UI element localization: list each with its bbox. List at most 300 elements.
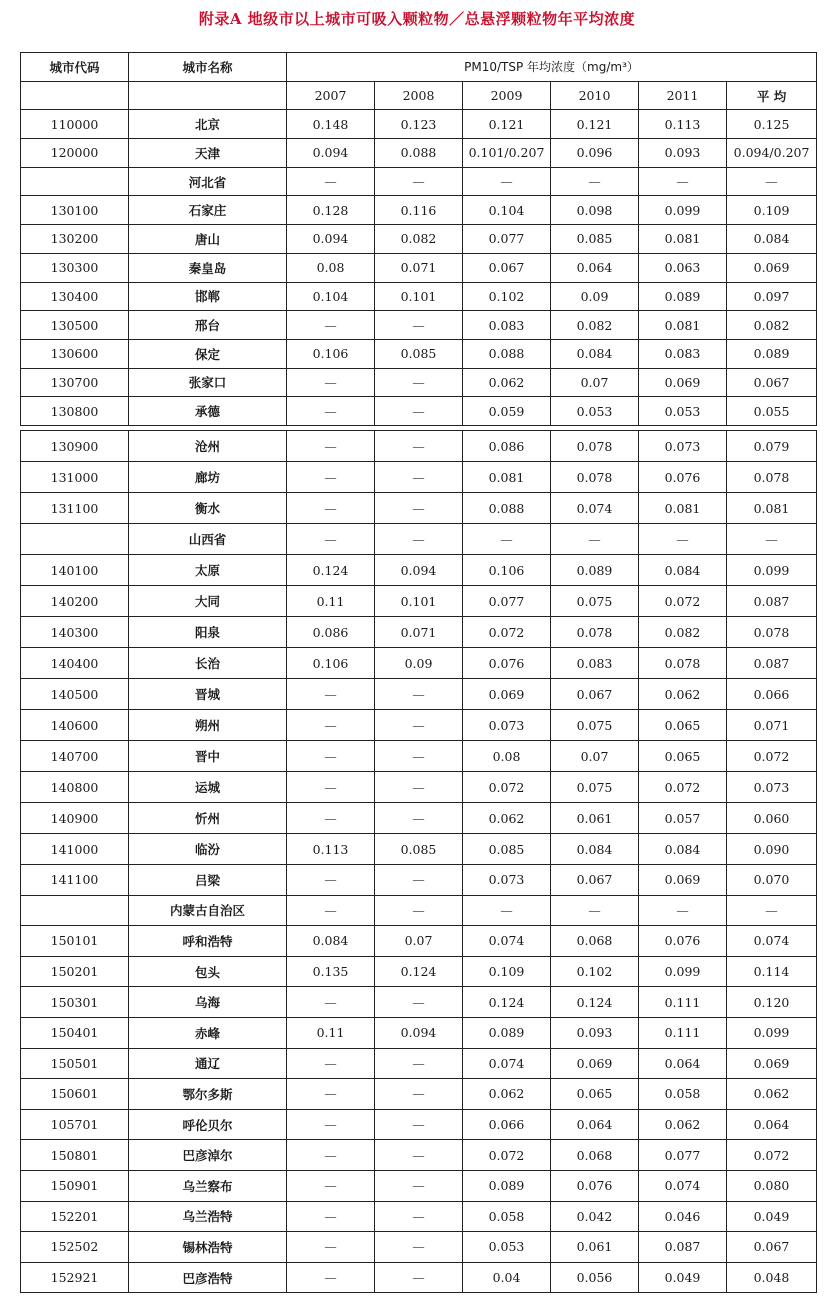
year-value: — bbox=[287, 1140, 375, 1171]
year-value: 0.075 bbox=[551, 586, 639, 617]
year-value: 0.069 bbox=[639, 865, 727, 896]
city-code: 150501 bbox=[21, 1048, 129, 1079]
city-name: 内蒙古自治区 bbox=[129, 895, 287, 926]
city-code: 140800 bbox=[21, 772, 129, 803]
table-row bbox=[21, 368, 817, 397]
city-name: 包头 bbox=[129, 956, 287, 987]
year-value: — bbox=[375, 741, 463, 772]
year-value: — bbox=[375, 1048, 463, 1079]
year-value: 0.106 bbox=[287, 339, 375, 368]
year-value: 0.07 bbox=[375, 926, 463, 957]
table-row bbox=[21, 311, 817, 340]
year-value: 0.104 bbox=[463, 196, 551, 225]
year-value: — bbox=[287, 895, 375, 926]
table-row bbox=[21, 462, 817, 493]
year-value: 0.059 bbox=[463, 397, 551, 426]
city-name: 山西省 bbox=[129, 524, 287, 555]
table-row bbox=[21, 679, 817, 710]
year-value: 0.082 bbox=[639, 617, 727, 648]
average-value: 0.066 bbox=[727, 679, 817, 710]
table-row bbox=[21, 1017, 817, 1048]
year-value: — bbox=[287, 1201, 375, 1232]
year-value: 0.086 bbox=[287, 617, 375, 648]
year-value: 0.046 bbox=[639, 1201, 727, 1232]
year-value: 0.08 bbox=[287, 253, 375, 282]
table-row bbox=[21, 524, 817, 555]
table-row bbox=[21, 397, 817, 426]
average-value: 0.099 bbox=[727, 1017, 817, 1048]
year-value: 0.067 bbox=[551, 679, 639, 710]
year-value: — bbox=[551, 895, 639, 926]
city-code: 140400 bbox=[21, 648, 129, 679]
year-value: — bbox=[375, 1170, 463, 1201]
city-name: 通辽 bbox=[129, 1048, 287, 1079]
average-value: 0.073 bbox=[727, 772, 817, 803]
year-value: 0.084 bbox=[551, 339, 639, 368]
city-name: 锡林浩特 bbox=[129, 1232, 287, 1263]
city-code: 140600 bbox=[21, 710, 129, 741]
year-value: 0.065 bbox=[551, 1079, 639, 1110]
average-value: 0.072 bbox=[727, 1140, 817, 1171]
year-value: — bbox=[375, 803, 463, 834]
year-value: 0.083 bbox=[639, 339, 727, 368]
year-value: — bbox=[639, 167, 727, 196]
city-code: 150301 bbox=[21, 987, 129, 1018]
average-value: 0.078 bbox=[727, 617, 817, 648]
year-value: 0.063 bbox=[639, 253, 727, 282]
table-row bbox=[21, 710, 817, 741]
year-value: — bbox=[375, 524, 463, 555]
city-code: 140100 bbox=[21, 555, 129, 586]
year-value: — bbox=[287, 772, 375, 803]
average-value: 0.087 bbox=[727, 648, 817, 679]
city-code: 150801 bbox=[21, 1140, 129, 1171]
year-value: 0.065 bbox=[639, 710, 727, 741]
city-name: 长治 bbox=[129, 648, 287, 679]
header-blank bbox=[129, 81, 287, 110]
year-value: 0.058 bbox=[639, 1079, 727, 1110]
table-row bbox=[21, 1048, 817, 1079]
table-row bbox=[21, 493, 817, 524]
year-value: 0.099 bbox=[639, 956, 727, 987]
year-value: 0.074 bbox=[463, 926, 551, 957]
year-value: 0.089 bbox=[551, 555, 639, 586]
year-value: 0.085 bbox=[375, 339, 463, 368]
year-value: 0.084 bbox=[551, 834, 639, 865]
year-value: 0.062 bbox=[639, 1109, 727, 1140]
table-row bbox=[21, 282, 817, 311]
average-value: 0.064 bbox=[727, 1109, 817, 1140]
city-code: 141000 bbox=[21, 834, 129, 865]
header-year: 2007 bbox=[287, 81, 375, 110]
year-value: 0.128 bbox=[287, 196, 375, 225]
year-value: 0.111 bbox=[639, 987, 727, 1018]
city-name: 临汾 bbox=[129, 834, 287, 865]
year-value: 0.106 bbox=[287, 648, 375, 679]
year-value: 0.123 bbox=[375, 110, 463, 139]
average-value: 0.071 bbox=[727, 710, 817, 741]
table-row bbox=[21, 586, 817, 617]
year-value: 0.102 bbox=[463, 282, 551, 311]
year-value: 0.089 bbox=[463, 1017, 551, 1048]
year-value: — bbox=[287, 1232, 375, 1263]
average-value: — bbox=[727, 167, 817, 196]
city-code: 141100 bbox=[21, 865, 129, 896]
average-value: 0.069 bbox=[727, 1048, 817, 1079]
city-name: 吕梁 bbox=[129, 865, 287, 896]
year-value: — bbox=[287, 865, 375, 896]
average-value: — bbox=[727, 895, 817, 926]
year-value: 0.089 bbox=[463, 1170, 551, 1201]
year-value: 0.077 bbox=[639, 1140, 727, 1171]
city-name: 沧州 bbox=[129, 431, 287, 462]
year-value: — bbox=[287, 311, 375, 340]
year-value: 0.072 bbox=[463, 617, 551, 648]
year-value: 0.069 bbox=[639, 368, 727, 397]
year-value: — bbox=[287, 710, 375, 741]
table-row bbox=[21, 1262, 817, 1293]
year-value: — bbox=[287, 524, 375, 555]
city-name: 天津 bbox=[129, 139, 287, 168]
year-value: — bbox=[287, 1048, 375, 1079]
table-row bbox=[21, 803, 817, 834]
year-value: 0.065 bbox=[639, 741, 727, 772]
city-name: 保定 bbox=[129, 339, 287, 368]
year-value: — bbox=[287, 803, 375, 834]
city-code bbox=[21, 167, 129, 196]
table-row bbox=[21, 1109, 817, 1140]
average-value: 0.087 bbox=[727, 586, 817, 617]
year-value: 0.064 bbox=[551, 1109, 639, 1140]
city-name: 朔州 bbox=[129, 710, 287, 741]
year-value: 0.062 bbox=[639, 679, 727, 710]
year-value: 0.088 bbox=[463, 493, 551, 524]
city-code: 130200 bbox=[21, 225, 129, 254]
year-value: — bbox=[375, 493, 463, 524]
city-name: 河北省 bbox=[129, 167, 287, 196]
city-code: 150401 bbox=[21, 1017, 129, 1048]
year-value: — bbox=[551, 167, 639, 196]
year-value: — bbox=[375, 431, 463, 462]
city-code: 152201 bbox=[21, 1201, 129, 1232]
city-name: 呼和浩特 bbox=[129, 926, 287, 957]
year-value: 0.089 bbox=[639, 282, 727, 311]
year-value: — bbox=[287, 1262, 375, 1293]
header-pm10-tsp: PM10/TSP 年均浓度（mg/m³） bbox=[287, 53, 817, 82]
city-code: 130700 bbox=[21, 368, 129, 397]
city-code: 130100 bbox=[21, 196, 129, 225]
year-value: 0.101 bbox=[375, 586, 463, 617]
table-row bbox=[21, 648, 817, 679]
year-value: 0.074 bbox=[463, 1048, 551, 1079]
city-code: 131100 bbox=[21, 493, 129, 524]
year-value: 0.069 bbox=[551, 1048, 639, 1079]
city-name: 唐山 bbox=[129, 225, 287, 254]
city-name: 赤峰 bbox=[129, 1017, 287, 1048]
city-name: 秦皇岛 bbox=[129, 253, 287, 282]
year-value: 0.081 bbox=[463, 462, 551, 493]
year-value: 0.058 bbox=[463, 1201, 551, 1232]
year-value: 0.096 bbox=[551, 139, 639, 168]
header-year: 2009 bbox=[463, 81, 551, 110]
table-row bbox=[21, 110, 817, 139]
year-value: 0.094 bbox=[375, 555, 463, 586]
header-year: 2008 bbox=[375, 81, 463, 110]
year-value: 0.109 bbox=[463, 956, 551, 987]
year-value: 0.093 bbox=[639, 139, 727, 168]
year-value: 0.075 bbox=[551, 772, 639, 803]
table-row bbox=[21, 772, 817, 803]
average-value: 0.049 bbox=[727, 1201, 817, 1232]
year-value: 0.067 bbox=[551, 865, 639, 896]
year-value: 0.094 bbox=[287, 139, 375, 168]
average-value: 0.067 bbox=[727, 368, 817, 397]
year-value: 0.094 bbox=[287, 225, 375, 254]
year-value: 0.076 bbox=[551, 1170, 639, 1201]
year-value: — bbox=[375, 1109, 463, 1140]
year-value: — bbox=[287, 1079, 375, 1110]
year-value: — bbox=[287, 167, 375, 196]
average-value: 0.072 bbox=[727, 741, 817, 772]
city-code: 140700 bbox=[21, 741, 129, 772]
table-row bbox=[21, 431, 817, 462]
city-code: 105701 bbox=[21, 1109, 129, 1140]
average-value: 0.078 bbox=[727, 462, 817, 493]
year-value: 0.068 bbox=[551, 1140, 639, 1171]
year-value: 0.113 bbox=[287, 834, 375, 865]
year-value: 0.082 bbox=[375, 225, 463, 254]
average-value: 0.079 bbox=[727, 431, 817, 462]
year-value: 0.076 bbox=[639, 462, 727, 493]
year-value: 0.124 bbox=[551, 987, 639, 1018]
year-value: 0.11 bbox=[287, 586, 375, 617]
year-value: — bbox=[375, 397, 463, 426]
year-value: 0.083 bbox=[463, 311, 551, 340]
city-code: 131000 bbox=[21, 462, 129, 493]
city-code: 152921 bbox=[21, 1262, 129, 1293]
city-code: 130400 bbox=[21, 282, 129, 311]
year-value: 0.064 bbox=[551, 253, 639, 282]
year-value: 0.081 bbox=[639, 225, 727, 254]
year-value: 0.121 bbox=[551, 110, 639, 139]
header-blank bbox=[21, 81, 129, 110]
city-name: 邯郸 bbox=[129, 282, 287, 311]
year-value: — bbox=[463, 524, 551, 555]
city-name: 石家庄 bbox=[129, 196, 287, 225]
year-value: 0.053 bbox=[551, 397, 639, 426]
year-value: 0.073 bbox=[463, 710, 551, 741]
average-value: — bbox=[727, 524, 817, 555]
city-code: 130500 bbox=[21, 311, 129, 340]
city-code: 120000 bbox=[21, 139, 129, 168]
year-value: 0.11 bbox=[287, 1017, 375, 1048]
year-value: 0.088 bbox=[375, 139, 463, 168]
header-city-name: 城市名称 bbox=[129, 53, 287, 82]
table-row bbox=[21, 741, 817, 772]
header-average: 平 均 bbox=[727, 81, 817, 110]
average-value: 0.097 bbox=[727, 282, 817, 311]
average-value: 0.125 bbox=[727, 110, 817, 139]
year-value: 0.084 bbox=[287, 926, 375, 957]
year-value: 0.083 bbox=[551, 648, 639, 679]
table-row bbox=[21, 834, 817, 865]
year-value: 0.124 bbox=[287, 555, 375, 586]
average-value: 0.094/0.207 bbox=[727, 139, 817, 168]
table-row bbox=[21, 225, 817, 254]
year-value: 0.094 bbox=[375, 1017, 463, 1048]
city-code: 140900 bbox=[21, 803, 129, 834]
year-value: — bbox=[639, 895, 727, 926]
city-code: 110000 bbox=[21, 110, 129, 139]
table-row bbox=[21, 617, 817, 648]
year-value: — bbox=[463, 167, 551, 196]
year-value: 0.074 bbox=[639, 1170, 727, 1201]
average-value: 0.089 bbox=[727, 339, 817, 368]
average-value: 0.070 bbox=[727, 865, 817, 896]
city-code: 150901 bbox=[21, 1170, 129, 1201]
city-code: 150601 bbox=[21, 1079, 129, 1110]
city-code: 130800 bbox=[21, 397, 129, 426]
city-code: 130600 bbox=[21, 339, 129, 368]
table-row bbox=[21, 1201, 817, 1232]
city-name: 运城 bbox=[129, 772, 287, 803]
year-value: 0.053 bbox=[463, 1232, 551, 1263]
year-value: 0.104 bbox=[287, 282, 375, 311]
city-name: 忻州 bbox=[129, 803, 287, 834]
year-value: 0.053 bbox=[639, 397, 727, 426]
table-row bbox=[21, 865, 817, 896]
year-value: — bbox=[375, 987, 463, 1018]
year-value: 0.124 bbox=[375, 956, 463, 987]
average-value: 0.099 bbox=[727, 555, 817, 586]
data-table-part-1 bbox=[20, 52, 817, 426]
year-value: — bbox=[375, 1140, 463, 1171]
city-name: 阳泉 bbox=[129, 617, 287, 648]
table-row bbox=[21, 987, 817, 1018]
year-value: 0.148 bbox=[287, 110, 375, 139]
year-value: 0.113 bbox=[639, 110, 727, 139]
year-value: 0.135 bbox=[287, 956, 375, 987]
page-title: 附录A 地级市以上城市可吸入颗粒物／总悬浮颗粒物年平均浓度 bbox=[198, 10, 636, 28]
table-row bbox=[21, 339, 817, 368]
year-value: 0.062 bbox=[463, 368, 551, 397]
year-value: — bbox=[463, 895, 551, 926]
year-value: 0.124 bbox=[463, 987, 551, 1018]
year-value: 0.07 bbox=[551, 741, 639, 772]
year-value: — bbox=[375, 1232, 463, 1263]
year-value: — bbox=[287, 431, 375, 462]
year-value: 0.074 bbox=[551, 493, 639, 524]
year-value: — bbox=[287, 493, 375, 524]
data-table-part-3 bbox=[20, 864, 817, 1293]
year-value: 0.09 bbox=[551, 282, 639, 311]
year-value: 0.077 bbox=[463, 586, 551, 617]
year-value: 0.078 bbox=[551, 431, 639, 462]
year-value: 0.084 bbox=[639, 834, 727, 865]
city-name: 晋中 bbox=[129, 741, 287, 772]
table-row bbox=[21, 1170, 817, 1201]
average-value: 0.055 bbox=[727, 397, 817, 426]
header-years-row bbox=[21, 81, 817, 110]
year-value: 0.057 bbox=[639, 803, 727, 834]
year-value: 0.076 bbox=[463, 648, 551, 679]
year-value: 0.071 bbox=[375, 253, 463, 282]
year-value: 0.07 bbox=[551, 368, 639, 397]
year-value: — bbox=[375, 679, 463, 710]
year-value: 0.067 bbox=[463, 253, 551, 282]
year-value: — bbox=[375, 772, 463, 803]
year-value: 0.102 bbox=[551, 956, 639, 987]
year-value: 0.049 bbox=[639, 1262, 727, 1293]
table-row bbox=[21, 895, 817, 926]
year-value: — bbox=[375, 167, 463, 196]
year-value: 0.078 bbox=[639, 648, 727, 679]
city-code: 130900 bbox=[21, 431, 129, 462]
year-value: 0.086 bbox=[463, 431, 551, 462]
city-name: 邢台 bbox=[129, 311, 287, 340]
average-value: 0.080 bbox=[727, 1170, 817, 1201]
header-year: 2010 bbox=[551, 81, 639, 110]
year-value: 0.073 bbox=[463, 865, 551, 896]
year-value: 0.072 bbox=[639, 772, 727, 803]
average-value: 0.074 bbox=[727, 926, 817, 957]
city-name: 大同 bbox=[129, 586, 287, 617]
year-value: 0.068 bbox=[551, 926, 639, 957]
year-value: — bbox=[287, 368, 375, 397]
table-row bbox=[21, 555, 817, 586]
table-row bbox=[21, 1140, 817, 1171]
year-value: 0.09 bbox=[375, 648, 463, 679]
year-value: 0.072 bbox=[463, 1140, 551, 1171]
year-value: — bbox=[287, 462, 375, 493]
year-value: 0.062 bbox=[463, 1079, 551, 1110]
city-name: 廊坊 bbox=[129, 462, 287, 493]
year-value: — bbox=[287, 987, 375, 1018]
year-value: — bbox=[287, 397, 375, 426]
city-code: 152502 bbox=[21, 1232, 129, 1263]
year-value: 0.101 bbox=[375, 282, 463, 311]
city-code: 140200 bbox=[21, 586, 129, 617]
year-value: 0.072 bbox=[463, 772, 551, 803]
year-value: 0.111 bbox=[639, 1017, 727, 1048]
year-value: 0.08 bbox=[463, 741, 551, 772]
city-code: 140300 bbox=[21, 617, 129, 648]
average-value: 0.084 bbox=[727, 225, 817, 254]
year-value: 0.069 bbox=[463, 679, 551, 710]
year-value: 0.085 bbox=[463, 834, 551, 865]
year-value: — bbox=[375, 462, 463, 493]
year-value: 0.087 bbox=[639, 1232, 727, 1263]
year-value: 0.121 bbox=[463, 110, 551, 139]
year-value: 0.098 bbox=[551, 196, 639, 225]
average-value: 0.048 bbox=[727, 1262, 817, 1293]
city-name: 巴彦浩特 bbox=[129, 1262, 287, 1293]
year-value: — bbox=[287, 1170, 375, 1201]
table-row bbox=[21, 1079, 817, 1110]
average-value: 0.069 bbox=[727, 253, 817, 282]
year-value: 0.084 bbox=[639, 555, 727, 586]
table-row bbox=[21, 167, 817, 196]
average-value: 0.082 bbox=[727, 311, 817, 340]
year-value: 0.076 bbox=[639, 926, 727, 957]
year-value: 0.062 bbox=[463, 803, 551, 834]
year-value: 0.04 bbox=[463, 1262, 551, 1293]
header-row bbox=[21, 53, 817, 82]
year-value: — bbox=[375, 1201, 463, 1232]
year-value: 0.082 bbox=[551, 311, 639, 340]
year-value: — bbox=[287, 1109, 375, 1140]
year-value: 0.071 bbox=[375, 617, 463, 648]
